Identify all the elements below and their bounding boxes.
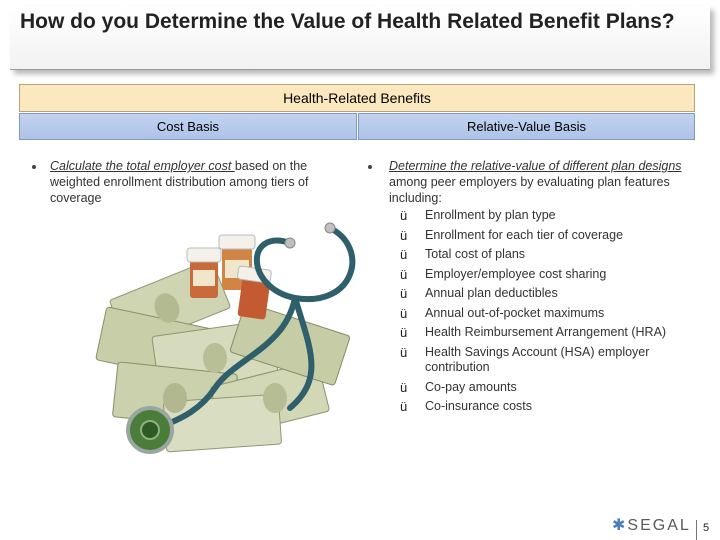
bullet-icon (32, 165, 36, 169)
asterisk-logo-icon: ✱ (612, 517, 626, 534)
logo-wordmark: SEGAL (627, 517, 691, 534)
plan-features-list (375, 208, 711, 415)
page-number: 5 (703, 522, 710, 534)
checkmark-icon: ü (400, 208, 408, 223)
list-item: ü Employer/employee cost sharing (400, 266, 607, 282)
checkmark-icon: ü (400, 344, 408, 360)
cost-basis-emphasis: Calculate the total employer cost (50, 159, 235, 173)
column-header-cost-basis: Cost Basis (19, 113, 357, 140)
checkmark-icon: ü (400, 399, 408, 414)
relative-value-bullet (389, 158, 711, 419)
column-header-relative-value-basis: Relative-Value Basis (358, 113, 695, 140)
list-item: ü Total cost of plans (400, 247, 526, 262)
health-cost-illustration (95, 208, 385, 458)
bullet-icon (368, 165, 372, 169)
cost-basis-bullet (50, 158, 350, 206)
list-item: ü Enrollment for each tier of coverage (400, 227, 624, 243)
cost-basis-rest: based on the weighted enrollment distribution among tiers of coverage (50, 159, 309, 205)
list-item: ü Enrollment by plan type (400, 208, 556, 223)
footer-divider (696, 520, 697, 540)
table-header: Health-Related Benefits (19, 84, 695, 112)
list-item: ü Annual out-of-pocket maximums (400, 305, 605, 321)
relative-value-emphasis: Determine the relative-value of different plan designs (389, 159, 682, 173)
checkmark-icon: ü (400, 379, 408, 395)
checkmark-icon: ü (400, 305, 408, 321)
segal-logo (612, 515, 691, 537)
list-item: ü Annual plan deductibles (400, 286, 558, 301)
title-bar (10, 6, 710, 70)
checkmark-icon: ü (400, 286, 408, 301)
slide-title: How do you Determine the Value of Health Related Benefit Plans? (20, 10, 675, 33)
list-item: ü Co-insurance costs (400, 399, 532, 414)
checkmark-icon: ü (400, 325, 408, 340)
list-item: ü Health Savings Account (HSA) employer contribution (400, 344, 650, 374)
checkmark-icon: ü (400, 247, 408, 262)
checkmark-icon: ü (400, 266, 408, 282)
list-item: ü Health Reimbursement Arrangement (HRA) (400, 325, 667, 340)
list-item: ü Co-pay amounts (400, 379, 517, 395)
relative-value-rest: among peer employers by evaluating plan features including: (389, 175, 670, 205)
checkmark-icon: ü (400, 227, 408, 243)
